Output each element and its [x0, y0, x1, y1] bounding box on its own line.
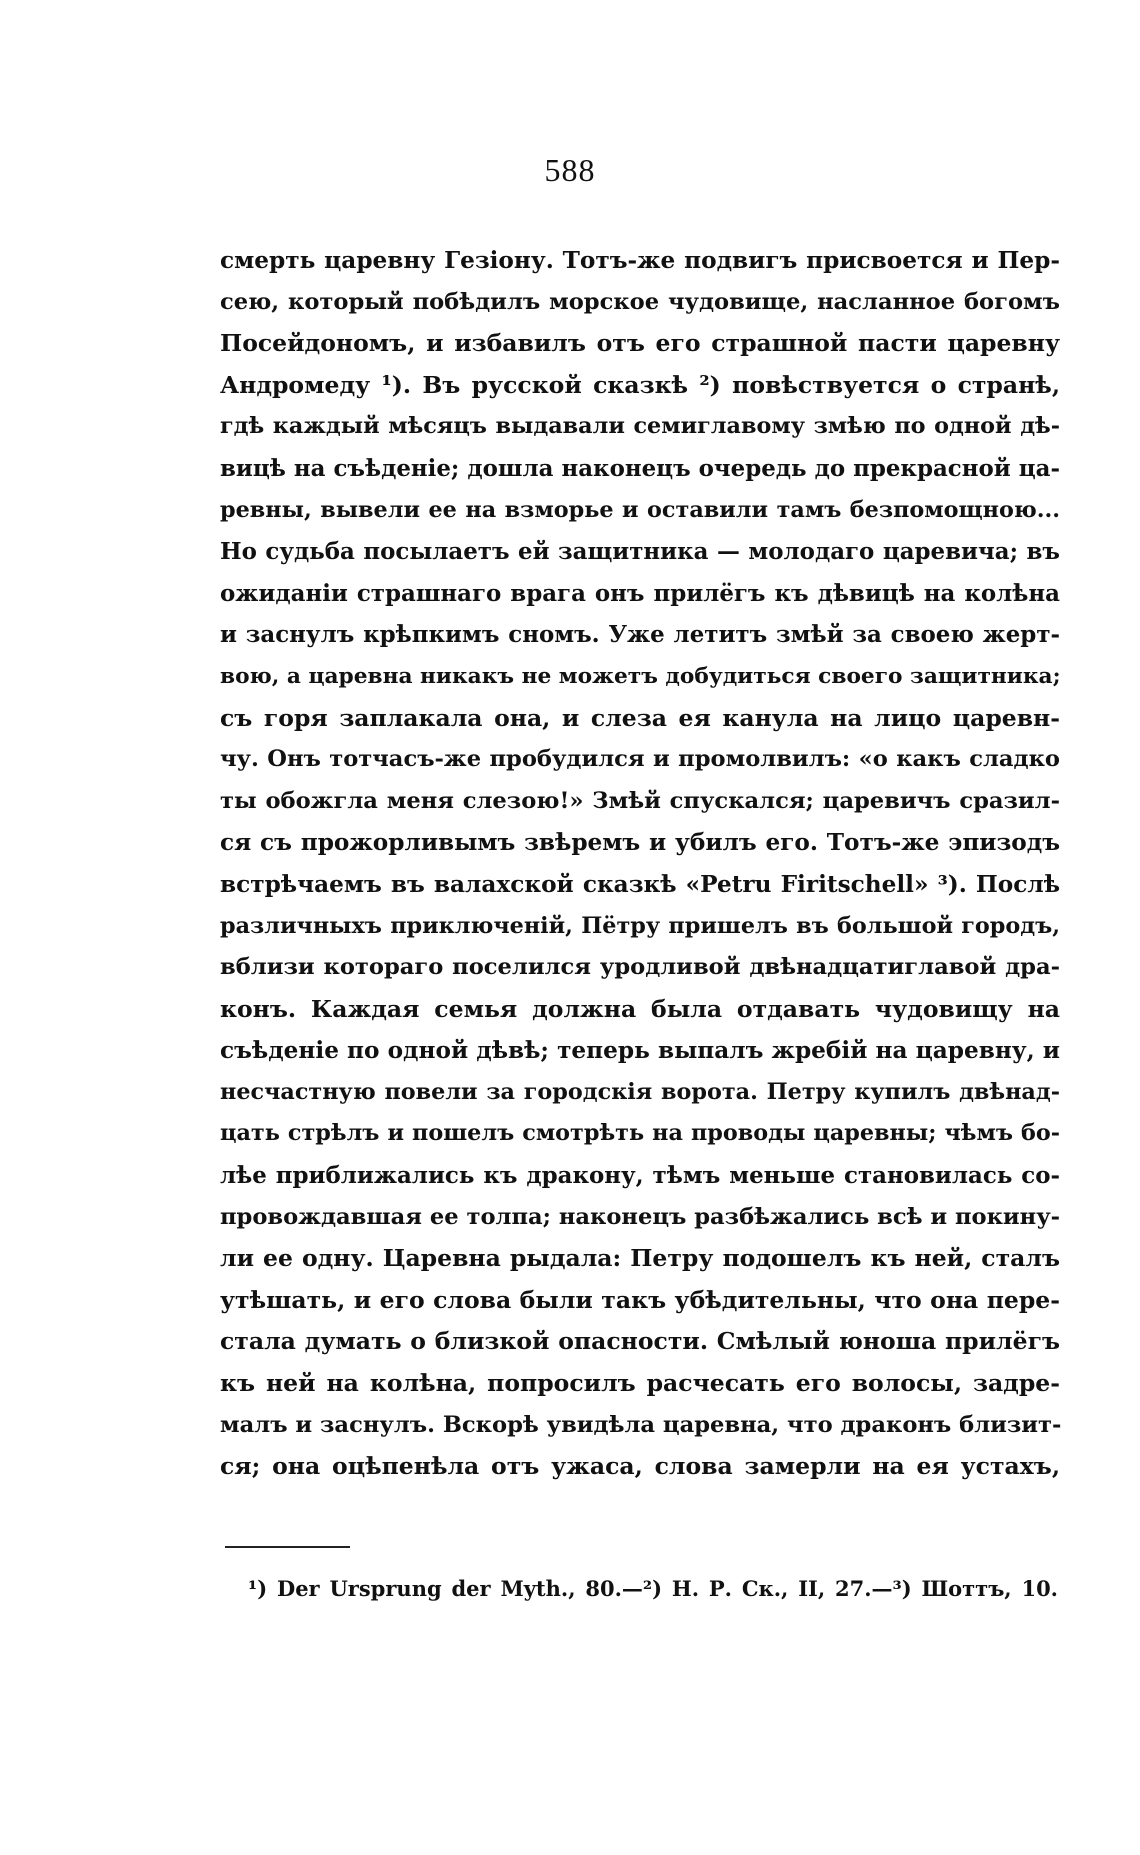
text-line: ревны, вывели ее на взморье и оставили тамъ безпомощною... [220, 496, 1060, 523]
body-text [220, 240, 1060, 1488]
text-line: лѣе приближались къ дракону, тѣмъ меньше становилась со- [220, 1162, 1060, 1190]
text-line: гдѣ каждый мѣсяцъ выдавали семиглавому змѣю по одной дѣ- [220, 413, 1060, 440]
page-number: 588 [544, 152, 596, 188]
text-line: съ горя заплакала она, и слеза ея канула на лицо царевн- [220, 703, 1060, 732]
text-line: несчастную повели за городскія ворота. Петру купилъ двѣнад- [220, 1078, 1060, 1105]
text-line: вицѣ на съѣденіе; дошла наконецъ очередь до прекрасной ца- [220, 454, 1060, 482]
text-line: утѣшать, и его слова были такъ убѣдительны, что она пере- [220, 1285, 1060, 1314]
text-line: вблизи котораго поселился уродливой двѣнадцатиглавой дра- [220, 954, 1060, 981]
text-line: встрѣчаемъ въ валахской сказкѣ «Petru Firitschell» ³). Послѣ [220, 870, 1060, 898]
text-line: къ ней на колѣна, попросилъ расчесать его волосы, задре- [220, 1369, 1060, 1398]
text-line: ся; она оцѣпенѣла отъ ужаса, слова замерли на ея устахъ, [220, 1452, 1060, 1481]
text-line: смерть царевну Гезіону. Тотъ-же подвигъ присвоется и Пер- [220, 247, 1060, 274]
text-line: ожиданіи страшнаго врага онъ прилёгъ къ дѣвицѣ на колѣна [220, 579, 1060, 607]
text-line: провождавшая ее толпа; наконецъ разбѣжались всѣ и покину- [220, 1203, 1061, 1230]
text-line: съѣденіе по одной дѣвѣ; теперь выпалъ жребій на царевну, и [220, 1037, 1060, 1065]
text-line: ся съ прожорливымъ звѣремъ и убилъ его. Тотъ-же эпизодъ [220, 829, 1060, 857]
text-line: ты обожгла меня слезою!» Змѣй спускался; царевичъ сразил- [220, 787, 1060, 814]
text-line: чу. Онъ тотчасъ-же пробудился и промолвилъ: «о какъ сладко [220, 746, 1060, 773]
footnote: ¹) Der Ursprung der Myth., 80.—²) Н. Р. Ск., II, 27.—³) Шоттъ, 10. [248, 1576, 1058, 1601]
text-line: Андромеду ¹). Въ русской сказкѣ ²) повѣствуется о странѣ, [220, 370, 1060, 399]
text-line: Но судьба посылаетъ ей защитника — молодаго царевича; въ [220, 538, 1060, 566]
text-line: сею, который побѣдилъ морское чудовище, насланное богомъ [220, 288, 1060, 315]
text-line: и заснулъ крѣпкимъ сномъ. Уже летитъ змѣй за своею жерт- [220, 621, 1060, 649]
text-line: малъ и заснулъ. Вскорѣ увидѣла царевна, что драконъ близит- [220, 1411, 1062, 1438]
text-line: вою, а царевна никакъ не можетъ добудиться своего защитника; [220, 663, 1061, 689]
footnote-divider [225, 1546, 350, 1548]
text-line: стала думать о близкой опасности. Смѣлый юноша прилёгъ [220, 1327, 1060, 1356]
text-line: Посейдономъ, и избавилъ отъ его страшной пасти царевну [220, 329, 1060, 358]
text-line: различныхъ приключеній, Пётру пришелъ въ большой городъ, [220, 912, 1060, 939]
text-line: цать стрѣлъ и пошелъ смотрѣть на проводы царевны; чѣмъ бо- [220, 1120, 1060, 1147]
text-line: конъ. Каждая семья должна была отдавать чудовищу на [220, 994, 1060, 1023]
text-line: ли ее одну. Царевна рыдала: Петру подошелъ къ ней, сталъ [220, 1244, 1060, 1273]
